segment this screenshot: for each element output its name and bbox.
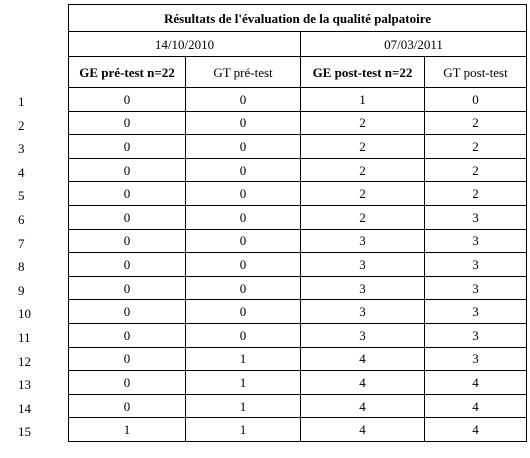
- title-row: [69, 5, 527, 32]
- table-cell: 0: [69, 323, 186, 347]
- table-cell: 0: [69, 182, 186, 206]
- table-row: [69, 135, 527, 159]
- posttest-date: 07/03/2011: [301, 32, 527, 57]
- table-cell: 0: [186, 88, 301, 112]
- table-cell: 0: [69, 135, 186, 159]
- row-number: 2: [18, 117, 25, 133]
- date-row: [69, 32, 527, 57]
- table-cell: 2: [301, 158, 425, 182]
- table-cell: 3: [425, 253, 527, 277]
- table-cell: 4: [425, 418, 527, 442]
- table-cell: 2: [425, 135, 527, 159]
- table-title: Résultats de l'évaluation de la qualité palpatoire: [69, 5, 527, 32]
- table-cell: 3: [301, 323, 425, 347]
- table-row: [69, 111, 527, 135]
- table-row: [69, 371, 527, 395]
- table-cell: 0: [69, 88, 186, 112]
- row-number: 11: [18, 330, 31, 345]
- row-number: 3: [18, 141, 25, 157]
- table-row: [69, 300, 527, 324]
- row-number: 7: [18, 235, 25, 251]
- pretest-date: 14/10/2010: [69, 32, 301, 57]
- table-cell: 0: [186, 182, 301, 206]
- row-number: 14: [18, 400, 31, 416]
- table-cell: 0: [69, 205, 186, 229]
- row-number: 13: [18, 377, 31, 393]
- table-cell: 2: [301, 205, 425, 229]
- table-row: [69, 182, 527, 206]
- table-cell: 3: [425, 323, 527, 347]
- table-cell: 0: [186, 276, 301, 300]
- results-table: [68, 4, 527, 442]
- table-cell: 2: [301, 111, 425, 135]
- table-cell: 0: [69, 300, 186, 324]
- table-cell: 3: [301, 276, 425, 300]
- table-cell: 2: [425, 182, 527, 206]
- table-cell: 2: [301, 182, 425, 206]
- header-ge-pretest: GE pré-test n=22: [69, 57, 186, 88]
- column-header-row: [69, 57, 527, 88]
- header-ge-posttest: GE post-test n=22: [301, 57, 425, 88]
- table-cell: 0: [69, 158, 186, 182]
- table-cell: 3: [425, 347, 527, 371]
- row-number: 6: [18, 212, 25, 227]
- header-gt-posttest: GT post-test: [425, 57, 527, 88]
- table-cell: 0: [425, 88, 527, 112]
- table-cell: 0: [186, 205, 301, 229]
- table-cell: 0: [186, 158, 301, 182]
- table-row: [69, 205, 527, 229]
- table-cell: 0: [69, 347, 186, 371]
- table-cell: 4: [301, 347, 425, 371]
- table-cell: 3: [425, 300, 527, 324]
- table-cell: 0: [69, 394, 186, 418]
- table-cell: 3: [301, 253, 425, 277]
- table-cell: 3: [425, 205, 527, 229]
- table-cell: 3: [425, 276, 527, 300]
- row-number: 4: [18, 164, 25, 180]
- table-cell: 0: [186, 323, 301, 347]
- table-cell: 4: [301, 371, 425, 395]
- row-number: 9: [18, 282, 25, 298]
- row-number: 8: [18, 259, 25, 275]
- table-cell: 0: [69, 229, 186, 253]
- table-row: [69, 253, 527, 277]
- table-cell: 2: [301, 135, 425, 159]
- table-row: [69, 323, 527, 347]
- table-row: [69, 158, 527, 182]
- table-cell: 2: [425, 111, 527, 135]
- table-row: [69, 418, 527, 442]
- table-cell: 1: [186, 394, 301, 418]
- table-cell: 3: [301, 300, 425, 324]
- table-cell: 0: [69, 111, 186, 135]
- table-cell: 1: [186, 347, 301, 371]
- row-number: 15: [18, 424, 31, 440]
- row-number: 5: [18, 188, 25, 204]
- table-cell: 1: [69, 418, 186, 442]
- table-cell: 1: [186, 371, 301, 395]
- table-cell: 0: [186, 253, 301, 277]
- table-row: [69, 88, 527, 112]
- table-cell: 1: [301, 88, 425, 112]
- table-cell: 2: [425, 158, 527, 182]
- header-gt-pretest: GT pré-test: [186, 57, 301, 88]
- table-cell: 3: [301, 229, 425, 253]
- row-number: 1: [18, 94, 25, 109]
- table-row: [69, 276, 527, 300]
- table-cell: 0: [186, 300, 301, 324]
- table-cell: 0: [186, 111, 301, 135]
- table-cell: 4: [301, 418, 425, 442]
- table-cell: 4: [425, 371, 527, 395]
- table-cell: 0: [69, 276, 186, 300]
- table-cell: 4: [301, 394, 425, 418]
- table-row: [69, 347, 527, 371]
- row-number: 12: [18, 353, 31, 369]
- table-cell: 0: [69, 253, 186, 277]
- table-cell: 0: [186, 135, 301, 159]
- table-cell: 0: [186, 229, 301, 253]
- row-number: 10: [18, 306, 31, 322]
- table-cell: 3: [425, 229, 527, 253]
- table-cell: 1: [186, 418, 301, 442]
- table-cell: 0: [69, 371, 186, 395]
- table-row: [69, 229, 527, 253]
- table-row: [69, 394, 527, 418]
- table-cell: 4: [425, 394, 527, 418]
